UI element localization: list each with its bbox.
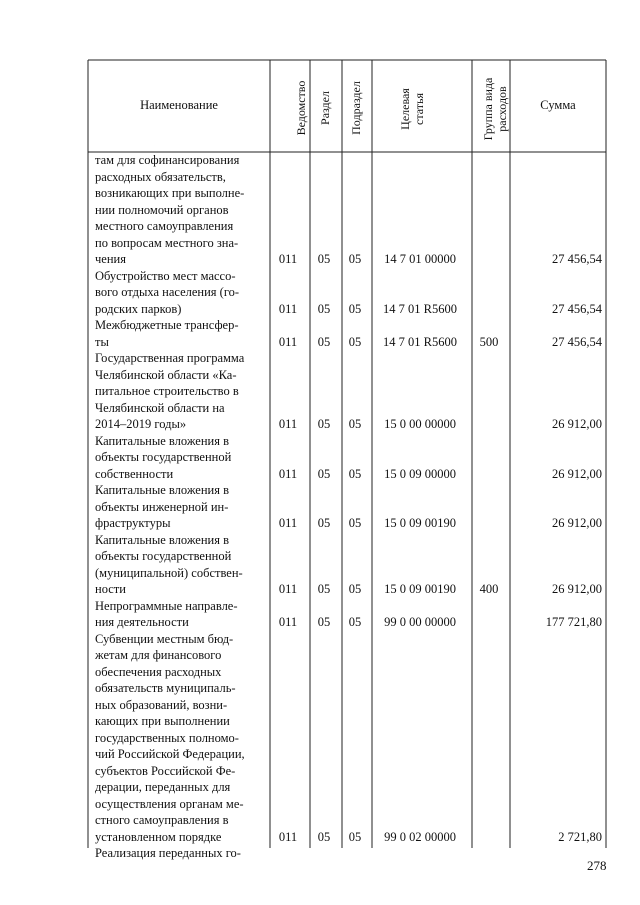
row-section: 05 — [317, 417, 331, 431]
row-name-line: вого отдыха населения (го- — [95, 285, 240, 299]
row-name-line: объекты государственной — [95, 549, 232, 563]
row-dept: 011 — [278, 252, 298, 266]
row-name-line: Капитальные вложения в — [95, 483, 229, 497]
header-subsection: Подраздел — [349, 81, 363, 135]
row-dept: 011 — [278, 615, 298, 629]
header-group-line1: Группа вида — [481, 77, 495, 141]
row-subsection: 05 — [348, 301, 362, 316]
row-name — [95, 268, 267, 318]
row-section: 05 — [317, 582, 331, 596]
row-name — [95, 845, 267, 862]
row-name-line: объекты государственной — [95, 450, 232, 464]
row-dept: 011 — [278, 829, 298, 844]
row-name — [95, 317, 267, 350]
row-sum: 177 721,80 — [545, 615, 602, 629]
row-sum: 26 912,00 — [552, 516, 602, 530]
row-sum: 27 456,54 — [552, 301, 602, 316]
header-target-line1: Целевая — [398, 88, 412, 130]
row-name-line: осуществления органам ме- — [95, 796, 244, 811]
header-sum: Сумма — [540, 98, 576, 112]
row-section: 05 — [317, 334, 331, 349]
row-name — [95, 482, 267, 532]
page-number: 278 — [587, 858, 607, 873]
row-name-line: ты — [95, 334, 109, 349]
row-name-line: Челябинской области «Ка- — [95, 367, 237, 382]
row-name-line: 2014–2019 годы» — [95, 417, 187, 431]
row-subsection: 05 — [348, 252, 362, 266]
row-subsection: 05 — [348, 334, 362, 349]
row-name-line: питальное строительство в — [95, 384, 239, 398]
header-name: Наименование — [140, 98, 218, 112]
row-name-line: по вопросам местного зна- — [95, 235, 239, 250]
row-name-line: дерации, переданных для — [95, 780, 231, 794]
row-sum: 26 912,00 — [552, 417, 602, 431]
row-name-line: Капитальные вложения в — [95, 532, 229, 547]
header-group — [481, 54, 511, 164]
row-name-line: Межбюджетные трансфер- — [95, 318, 239, 332]
row-dept: 011 — [278, 301, 298, 316]
row-name-line: кающих при выполнении — [95, 714, 230, 728]
row-name-line: Капитальные вложения в — [95, 433, 229, 448]
row-subsection: 05 — [348, 615, 362, 629]
row-name-line: возникающих при выполне- — [95, 186, 245, 200]
row-sum: 2 721,80 — [558, 829, 602, 844]
row-name-line: собственности — [95, 466, 174, 481]
row-target: 15 0 09 00000 — [384, 466, 456, 481]
row-name-line: субъектов Российской Фе- — [95, 763, 236, 778]
header-target — [398, 59, 428, 159]
row-name-line: ных образований, возни- — [95, 697, 228, 712]
row-name-line: государственных полномо- — [95, 730, 239, 745]
row-name-line: Реализация переданных го- — [95, 846, 241, 860]
row-target: 15 0 09 00190 — [384, 516, 456, 530]
row-target: 15 0 00 00000 — [384, 417, 456, 431]
row-name — [95, 631, 267, 846]
row-name-line: ния деятельности — [95, 615, 189, 629]
row-subsection: 05 — [348, 417, 362, 431]
row-name-line: объекты инженерной ин- — [95, 499, 229, 514]
row-section: 05 — [317, 829, 331, 844]
header-group-line2: расходов — [495, 86, 509, 132]
row-sum: 27 456,54 — [552, 334, 602, 349]
row-name-line: обязательств муниципаль- — [95, 681, 236, 695]
row-name-line: расходных обязательств, — [95, 169, 226, 184]
row-section: 05 — [317, 516, 331, 530]
row-name — [95, 598, 267, 631]
row-subsection: 05 — [348, 516, 362, 530]
row-name-line: родских парков) — [95, 301, 182, 316]
row-target: 99 0 00 00000 — [384, 615, 456, 629]
row-dept: 011 — [278, 417, 298, 431]
row-dept: 011 — [278, 334, 298, 349]
row-section: 05 — [317, 252, 331, 266]
row-name-line: Обустройство мест массо- — [95, 268, 236, 283]
row-name-line: обеспечения расходных — [95, 664, 222, 679]
row-name — [95, 152, 267, 268]
row-name-line: Субвенции местным бюд- — [95, 631, 234, 646]
row-name-line: установленном порядке — [95, 829, 222, 844]
row-name-line: чения — [95, 252, 126, 266]
row-dept: 011 — [278, 516, 298, 530]
row-group: 400 — [479, 582, 499, 596]
row-name-line: нии полномочий органов — [95, 202, 229, 217]
row-section: 05 — [317, 301, 331, 316]
row-name-line: Челябинской области на — [95, 400, 225, 415]
row-name-line: чий Российской Федерации, — [95, 747, 245, 761]
row-sum: 27 456,54 — [552, 252, 602, 266]
row-subsection: 05 — [348, 582, 362, 596]
row-target: 99 0 02 00000 — [384, 829, 456, 844]
row-subsection: 05 — [348, 829, 362, 844]
row-section: 05 — [317, 615, 331, 629]
row-target: 15 0 09 00190 — [384, 582, 456, 596]
row-name-line: местного самоуправления — [95, 219, 234, 233]
row-target: 14 7 01 00000 — [384, 252, 456, 266]
header-dept: Ведомство — [294, 80, 308, 136]
row-sum: 26 912,00 — [552, 582, 602, 596]
row-name-line: ности — [95, 582, 126, 596]
row-name — [95, 532, 267, 598]
header-section: Раздел — [318, 91, 332, 125]
header-target-line2: статья — [412, 93, 426, 125]
row-name — [95, 350, 267, 433]
row-name-line: жетам для финансового — [95, 648, 222, 662]
row-name — [95, 433, 267, 483]
row-name-line: стного самоуправления в — [95, 813, 229, 827]
row-group: 500 — [479, 334, 499, 349]
row-section: 05 — [317, 466, 331, 481]
row-subsection: 05 — [348, 466, 362, 481]
row-dept: 011 — [278, 582, 298, 596]
row-sum: 26 912,00 — [552, 466, 602, 481]
row-name-line: Непрограммные направле- — [95, 598, 238, 613]
row-target: 14 7 01 R5600 — [383, 301, 457, 316]
row-name-line: (муниципальной) собствен- — [95, 565, 243, 580]
row-dept: 011 — [278, 466, 298, 481]
row-target: 14 7 01 R5600 — [383, 334, 457, 349]
row-name-line: Государственная программа — [95, 351, 245, 365]
row-name-line: там для софинансирования — [95, 153, 240, 167]
row-name-line: фраструктуры — [95, 516, 171, 530]
